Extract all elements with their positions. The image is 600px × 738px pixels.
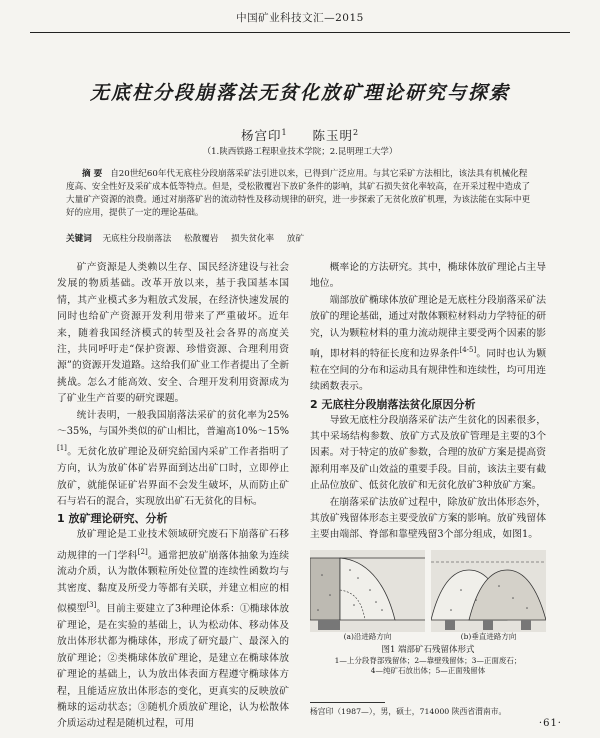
body-paragraph: 矿产资源是人类赖以生存、国民经济建设与社会发展的物质基础。改革开放以来，基于我国基本国情，其产业模式多为粗放式发展，在经济快速发展的同时也给矿产资源开发利用带来了严重破坏。近年来，随着我国经济模式的转型及社会各界的高度关注，共同呼吁走“保护资源、珍惜资源、合理利用资源”的资源开发道路。这给我们矿业工作者提出了全新挑战。怎么才能高效、安全、合理开发利用资源成为了矿业生产首要的研究课题。: [57, 262, 289, 405]
abstract: [66, 168, 534, 220]
left-column: [57, 260, 289, 733]
body-paragraph: [57, 408, 289, 511]
paragraph-text: 。同时也认为颗粒在空间的分布和运动具有规律性和连续性，均可用连续函数表示。: [310, 348, 547, 393]
author-line: [0, 126, 600, 144]
figure-panels: [310, 550, 546, 642]
figure-panel-b: [431, 550, 546, 642]
citation: [2]: [137, 547, 148, 556]
citation: [3]: [86, 601, 97, 610]
paragraph-text: 。目前主要建立了3种理论体系：①椭球体放矿理论，是在实验的基础上，认为松动体、移动体及放出体形状都为椭球体，形成了研究最广、最深入的放矿理论；②类椭球体放矿理论，是建立在椭球体放矿理论的基础上，认为放出体表面方程遵守椭球体方程，且能适应放出体形态的变化，更真实的反映放矿椭球的运动状态；③随机介质放矿理论，认为松散体介质运动过程是随机过程，可用: [57, 603, 290, 730]
paragraph-text: 统计表明，一般我国崩落法采矿的贫化率为25%～35%，与国外类似的矿山相比，普遍高10%～15%: [57, 409, 289, 438]
keyword: 松散覆岩: [184, 234, 219, 244]
figure-panel-caption: (b)垂直进路方向: [460, 631, 517, 641]
figure-legend-line: 4—纯矿石放出体；5—正面残留体: [370, 665, 486, 675]
body-paragraph: 导致无底柱分段崩落采矿法产生贫化的因素很多，其中采场结构参数、放矿方式及放矿管理是主要的3个因素。对于特定的放矿参数，合理的放矿方案是提高资源利用率及矿山效益的重要手段。目前，该法主要有截止品位放矿、低贫化放矿和无贫化放矿3种放矿方案。: [310, 414, 546, 492]
keyword: 无底柱分段崩落法: [102, 234, 172, 244]
paragraph-text: 放矿理论是工业技术领域研究废石下崩落矿石移动规律的一门学科: [57, 529, 289, 562]
keyword: 放矿: [286, 234, 305, 244]
affiliations: （1.陕西铁路工程职业技术学院；2.昆明理工大学）: [202, 147, 398, 157]
author-mark: 2: [352, 127, 360, 137]
author-footnote: 杨宫印（1987—），男，硕士，714000 陕西省渭南市。: [310, 707, 507, 716]
header-rule: [30, 32, 570, 33]
body-paragraph: [57, 527, 289, 732]
section-heading: 1 放矿理论研究、分析: [57, 512, 168, 526]
figure-caption: 图1 端部矿石残留体形式: [381, 644, 475, 655]
keywords-label: 关键词: [66, 234, 92, 244]
paper-title: 无底柱分段崩落法无贫化放矿理论研究与探索: [89, 82, 510, 104]
author-name: 陈玉明: [312, 128, 353, 143]
journal-header: 中国矿业科技文汇—2015: [236, 12, 364, 24]
figure-legend-line: 1—上分段脊部残留体；2—靠壁残留体；3—正面废石；: [334, 655, 522, 665]
abstract-label: 摘 要: [82, 169, 103, 179]
figure-1: [310, 550, 546, 676]
body-paragraph: [310, 293, 546, 396]
drift-section-drawing: [310, 550, 425, 632]
right-column: [310, 260, 546, 676]
page-number: ·61·: [538, 718, 562, 729]
keyword: 损失贫化率: [231, 234, 275, 244]
footnote-rule: [310, 702, 385, 703]
cross-section-drawing: [431, 550, 546, 632]
author-name: 杨宫印: [240, 128, 282, 143]
author-mark: 1: [281, 127, 288, 137]
body-paragraph: 在崩落采矿法放矿过程中，除放矿放出体形态外，其放矿残留体形态主要受放矿方案的影响。放矿残留体主要由端部、脊部和靠壁残留3个部分组成，如图1。: [310, 496, 546, 541]
paragraph-text: 。无贫化放矿理论及研究給国内采矿工作者指明了方向，认为放矿体矿岩界面到达出矿口时，立即停止放矿，就能保证矿岩界面不会发生破坏，从而防止矿石与岩石的混合，实现放出矿石无贫化的目标。: [57, 446, 289, 507]
body-paragraph: 概率论的方法研究。其中，椭球体放矿理论占主导地位。: [310, 262, 546, 290]
paragraph-text: 端部放矿椭球体放矿理论是无底柱分段崩落采矿法放矿的理论基础，通过对散体颗粒材料动力学特征的研究，认为颗粒材料的重力流动规律主要受两个因素的影响，即材料的特征长度和边界条件: [310, 294, 546, 360]
keywords: [66, 233, 534, 246]
section-heading: 2 无底柱分段崩落法贫化原因分析: [310, 397, 476, 411]
figure-panel-caption: (a)沿进路方向: [343, 631, 392, 641]
citation: [1]: [57, 444, 67, 453]
figure-panel-a: [310, 550, 425, 642]
citation: [4-5]: [459, 346, 477, 355]
paragraph-text: 。通常把放矿崩落体抽象为连续流动介质，认为散体颗粒所处位置的连续性函数均与其密度、黏度及所受力等都有关联，并建立相应的相似模型: [57, 550, 290, 615]
abstract-text: 自20世纪60年代无底柱分段崩落采矿法引进以来，已得到广泛应用。与其它采矿方法相比，该法具有机械化程度高、安全性好及采矿成本低等特点。但是，受松散覆岩下放矿条件的影响，其矿石损失贫化率较高，在开采过程中造成了大量矿产资源的浪费。通过对崩落矿岩的流动特性及移动规律的研究，进一步探索了无贫化放矿机理，为该法能在实际中更好的应用，提供了一定的理论基础。: [66, 169, 531, 218]
